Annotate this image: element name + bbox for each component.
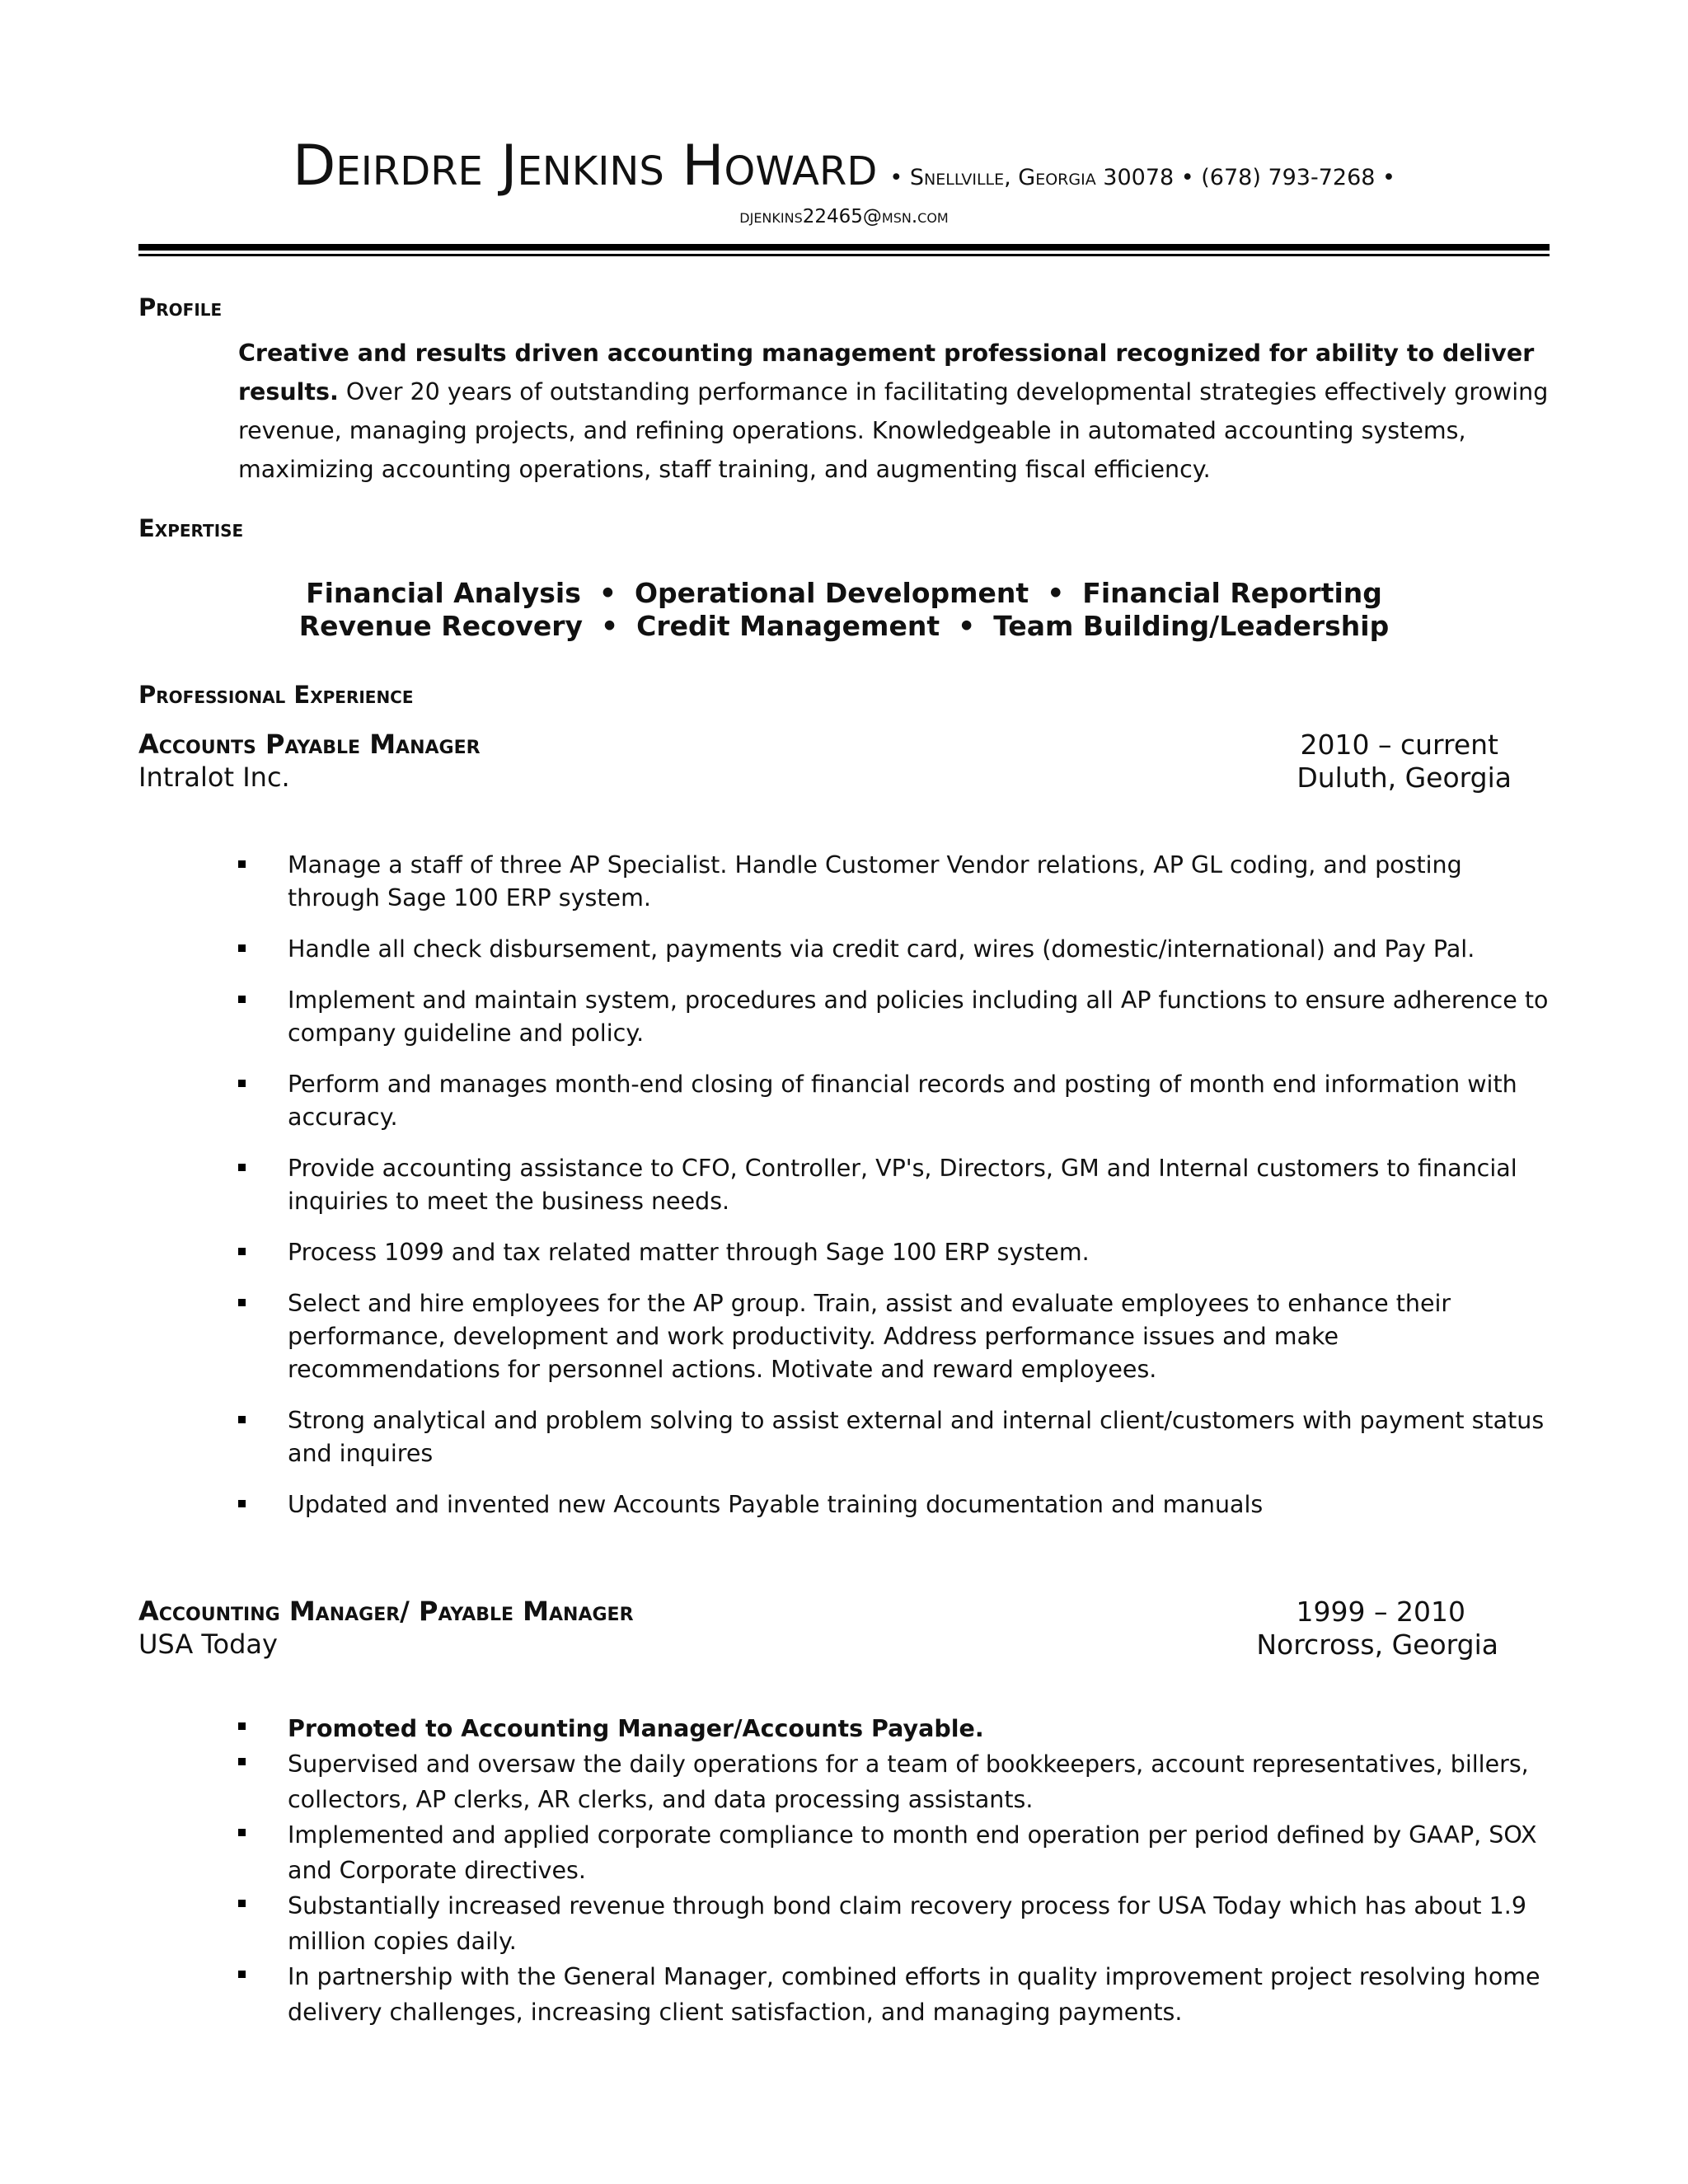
list-item [238,1711,1557,1746]
contact-line: • Snellville, Georgia 30078 • (678) 793-7268 • [889,165,1395,190]
square-bullet-icon [238,996,246,1003]
profile-body: Over 20 years of outstanding performance in facilitating developmental strategies effectively growing revenue, managing projects, and refining operations. Knowledgeable in automated accounting systems, maximizing accounting operations, staff training, and augmenting fiscal efficiency. [238,378,1549,483]
square-bullet-icon [238,1080,246,1087]
expertise-row-1 [0,577,1688,610]
bullet-text: Select and hire employees for the AP group. Train, assist and evaluate employees to enhance their performance, development and work productivity. Address performance issues and make recommendations for personnel actions. Motivate and reward employees. [288,1290,1451,1383]
bullet-text: Process 1099 and tax related matter through Sage 100 ERP system. [288,1239,1090,1266]
expertise-item: Financial Analysis [306,577,581,609]
job-location: Norcross, Georgia [1256,1629,1498,1661]
square-bullet-icon [238,1758,246,1765]
bullet-separator: • [598,577,617,609]
bullet-text: Implement and maintain system, procedures and policies including all AP functions to ensure adherence to company guideline and policy. [288,987,1549,1047]
square-bullet-icon [238,1416,246,1423]
expertise-item: Credit Management [636,610,940,642]
list-item [238,849,1557,915]
bullet-text: Handle all check disbursement, payments via credit card, wires (domestic/international) and Pay Pal. [288,935,1475,963]
job-company: USA Today [138,1629,278,1660]
job-dates: 2010 – current [1300,729,1498,761]
square-bullet-icon [238,860,246,868]
list-item [238,933,1557,966]
bullet-text: Strong analytical and problem solving to assist external and internal client/customers with payment status and inquires [288,1407,1545,1467]
bullet-text: Supervised and oversaw the daily operations for a team of bookkeepers, account representatives, billers, collectors, AP clerks, AR clerks, and data processing assistants. [288,1750,1529,1813]
expertise-item: Revenue Recovery [298,610,584,642]
job-2-bullets [238,1711,1557,2030]
header-divider-thin [138,254,1550,256]
job-dates: 1999 – 2010 [1296,1596,1465,1628]
list-item [238,1404,1557,1470]
header-divider-thick [138,244,1550,251]
bullet-separator: • [1047,577,1065,609]
square-bullet-icon [238,1900,246,1907]
list-item [238,1746,1557,1817]
list-item [238,1959,1557,2030]
list-item [238,1152,1557,1218]
list-item [238,1488,1557,1521]
profile-heading: Profile [138,293,223,321]
square-bullet-icon [238,1829,246,1836]
candidate-name: Deirdre Jenkins Howard [293,134,878,199]
name-line [138,134,1550,199]
bullet-text: Updated and invented new Accounts Payable training documentation and manuals [288,1491,1264,1518]
bullet-text: Promoted to Accounting Manager/Accounts Payable. [288,1715,984,1742]
expertise-row-2 [0,610,1688,643]
profile-paragraph [238,334,1549,489]
square-bullet-icon [238,1248,246,1255]
bullet-text: Substantially increased revenue through bond claim recovery process for USA Today which has about 1.9 million copies daily. [288,1892,1526,1955]
list-item [238,1888,1557,1959]
expertise-list [0,577,1688,643]
email-address: djenkins22465@msn.com [739,206,949,227]
square-bullet-icon [238,1500,246,1507]
job-1-bullets [238,849,1557,1540]
profile-lead: Creative and results driven accounting management professional recognized for ability to deliver results. [238,340,1535,405]
expertise-heading: Expertise [138,514,244,542]
job-company: Intralot Inc. [138,762,290,793]
bullet-text: Perform and manages month-end closing of financial records and posting of month end information with accuracy. [288,1071,1517,1131]
square-bullet-icon [238,1299,246,1306]
experience-heading: Professional Experience [138,681,414,709]
expertise-item: Operational Development [634,577,1029,609]
resume-header [138,134,1550,227]
square-bullet-icon [238,1971,246,1978]
bullet-separator: • [601,610,619,642]
square-bullet-icon [238,1722,246,1730]
bullet-text: In partnership with the General Manager, combined efforts in quality improvement project resolving home delivery challenges, increasing client satisfaction, and managing payments. [288,1963,1540,2026]
bullet-text: Implemented and applied corporate compliance to month end operation per period defined by GAAP, SOX and Corporate directives. [288,1821,1537,1884]
list-item [238,984,1557,1050]
square-bullet-icon [238,944,246,952]
job-title: Accounts Payable Manager [138,729,481,760]
list-item [238,1236,1557,1269]
list-item [238,1817,1557,1888]
square-bullet-icon [238,1164,246,1171]
bullet-text: Provide accounting assistance to CFO, Controller, VP's, Directors, GM and Internal customers to financial inquiries to meet the business needs. [288,1155,1517,1215]
list-item [238,1287,1557,1386]
bullet-separator: • [958,610,976,642]
expertise-item: Financial Reporting [1082,577,1382,609]
job-location: Duluth, Georgia [1296,762,1512,794]
job-title: Accounting Manager/ Payable Manager [138,1596,634,1627]
bullet-text: Manage a staff of three AP Specialist. Handle Customer Vendor relations, AP GL coding, and posting through Sage 100 ERP system. [288,851,1462,912]
expertise-item: Team Building/Leadership [993,610,1390,642]
list-item [238,1068,1557,1134]
